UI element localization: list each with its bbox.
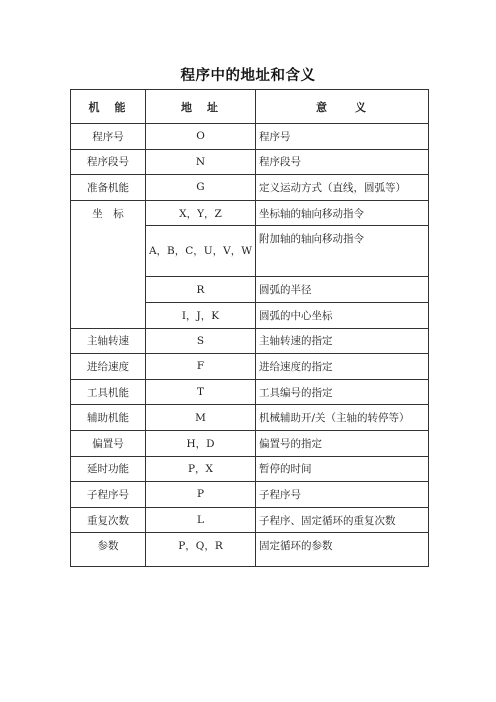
meaning-cell: 偏置号的指定 (256, 430, 429, 456)
header-address: 地 址 (146, 90, 256, 124)
address-cell: P (146, 482, 256, 508)
address-cell: X，Y，Z (146, 200, 256, 226)
table-row (71, 149, 429, 175)
meaning-cell: 工具编号的指定 (256, 379, 429, 405)
function-cell: 参数 (71, 533, 146, 567)
address-cell: O (146, 124, 256, 150)
table-row (71, 200, 429, 226)
table-row (71, 507, 429, 533)
address-cell: M (146, 405, 256, 431)
address-cell: I，J，K (146, 302, 256, 328)
meaning-cell: 主轴转速的指定 (256, 328, 429, 354)
address-cell: L (146, 507, 256, 533)
meaning-cell: 固定循环的参数 (256, 533, 429, 567)
address-cell: G (146, 175, 256, 201)
meaning-cell: 附加轴的轴向移动指令 (256, 226, 429, 277)
meaning-cell: 暂停的时间 (256, 456, 429, 482)
table-row (71, 456, 429, 482)
meaning-cell: 坐标轴的轴向移动指令 (256, 200, 429, 226)
table-row (71, 354, 429, 380)
address-cell: S (146, 328, 256, 354)
header-row (71, 90, 429, 124)
meaning-cell: 进给速度的指定 (256, 354, 429, 380)
table-row (71, 430, 429, 456)
function-cell: 程序段号 (71, 149, 146, 175)
function-cell: 辅助机能 (71, 405, 146, 431)
function-cell: 进给速度 (71, 354, 146, 380)
table-row (71, 482, 429, 508)
address-cell: A，B，C，U，V，W (146, 226, 256, 277)
table-row (71, 405, 429, 431)
address-cell: F (146, 354, 256, 380)
function-cell: 子程序号 (71, 482, 146, 508)
function-cell: 坐 标 (71, 200, 146, 328)
meaning-cell: 圆弧的中心坐标 (256, 302, 429, 328)
address-cell: H，D (146, 430, 256, 456)
table-row (71, 533, 429, 567)
function-cell: 准备机能 (71, 175, 146, 201)
table-row (71, 124, 429, 150)
header-function: 机 能 (71, 90, 146, 124)
meaning-cell: 程序段号 (256, 149, 429, 175)
meaning-cell: 定义运动方式（直线，圆弧等） (256, 175, 429, 201)
function-cell: 主轴转速 (71, 328, 146, 354)
function-cell: 偏置号 (71, 430, 146, 456)
function-cell: 工具机能 (71, 379, 146, 405)
address-cell: P，X (146, 456, 256, 482)
meaning-cell: 圆弧的半径 (256, 277, 429, 303)
address-table (70, 89, 429, 567)
address-cell: N (146, 149, 256, 175)
meaning-cell: 机械辅助开/关（主轴的转停等） (256, 405, 429, 431)
address-cell: P，Q，R (146, 533, 256, 567)
function-cell: 程序号 (71, 124, 146, 150)
address-cell: R (146, 277, 256, 303)
function-cell: 延时功能 (71, 456, 146, 482)
address-cell: T (146, 379, 256, 405)
meaning-cell: 子程序号 (256, 482, 429, 508)
meaning-cell: 程序号 (256, 124, 429, 150)
header-meaning: 意 义 (256, 90, 429, 124)
meaning-cell: 子程序、固定循环的重复次数 (256, 507, 429, 533)
table-row (71, 175, 429, 201)
table-row (71, 379, 429, 405)
table-row (71, 328, 429, 354)
function-cell: 重复次数 (71, 507, 146, 533)
page-title: 程序中的地址和含义 (180, 68, 316, 84)
